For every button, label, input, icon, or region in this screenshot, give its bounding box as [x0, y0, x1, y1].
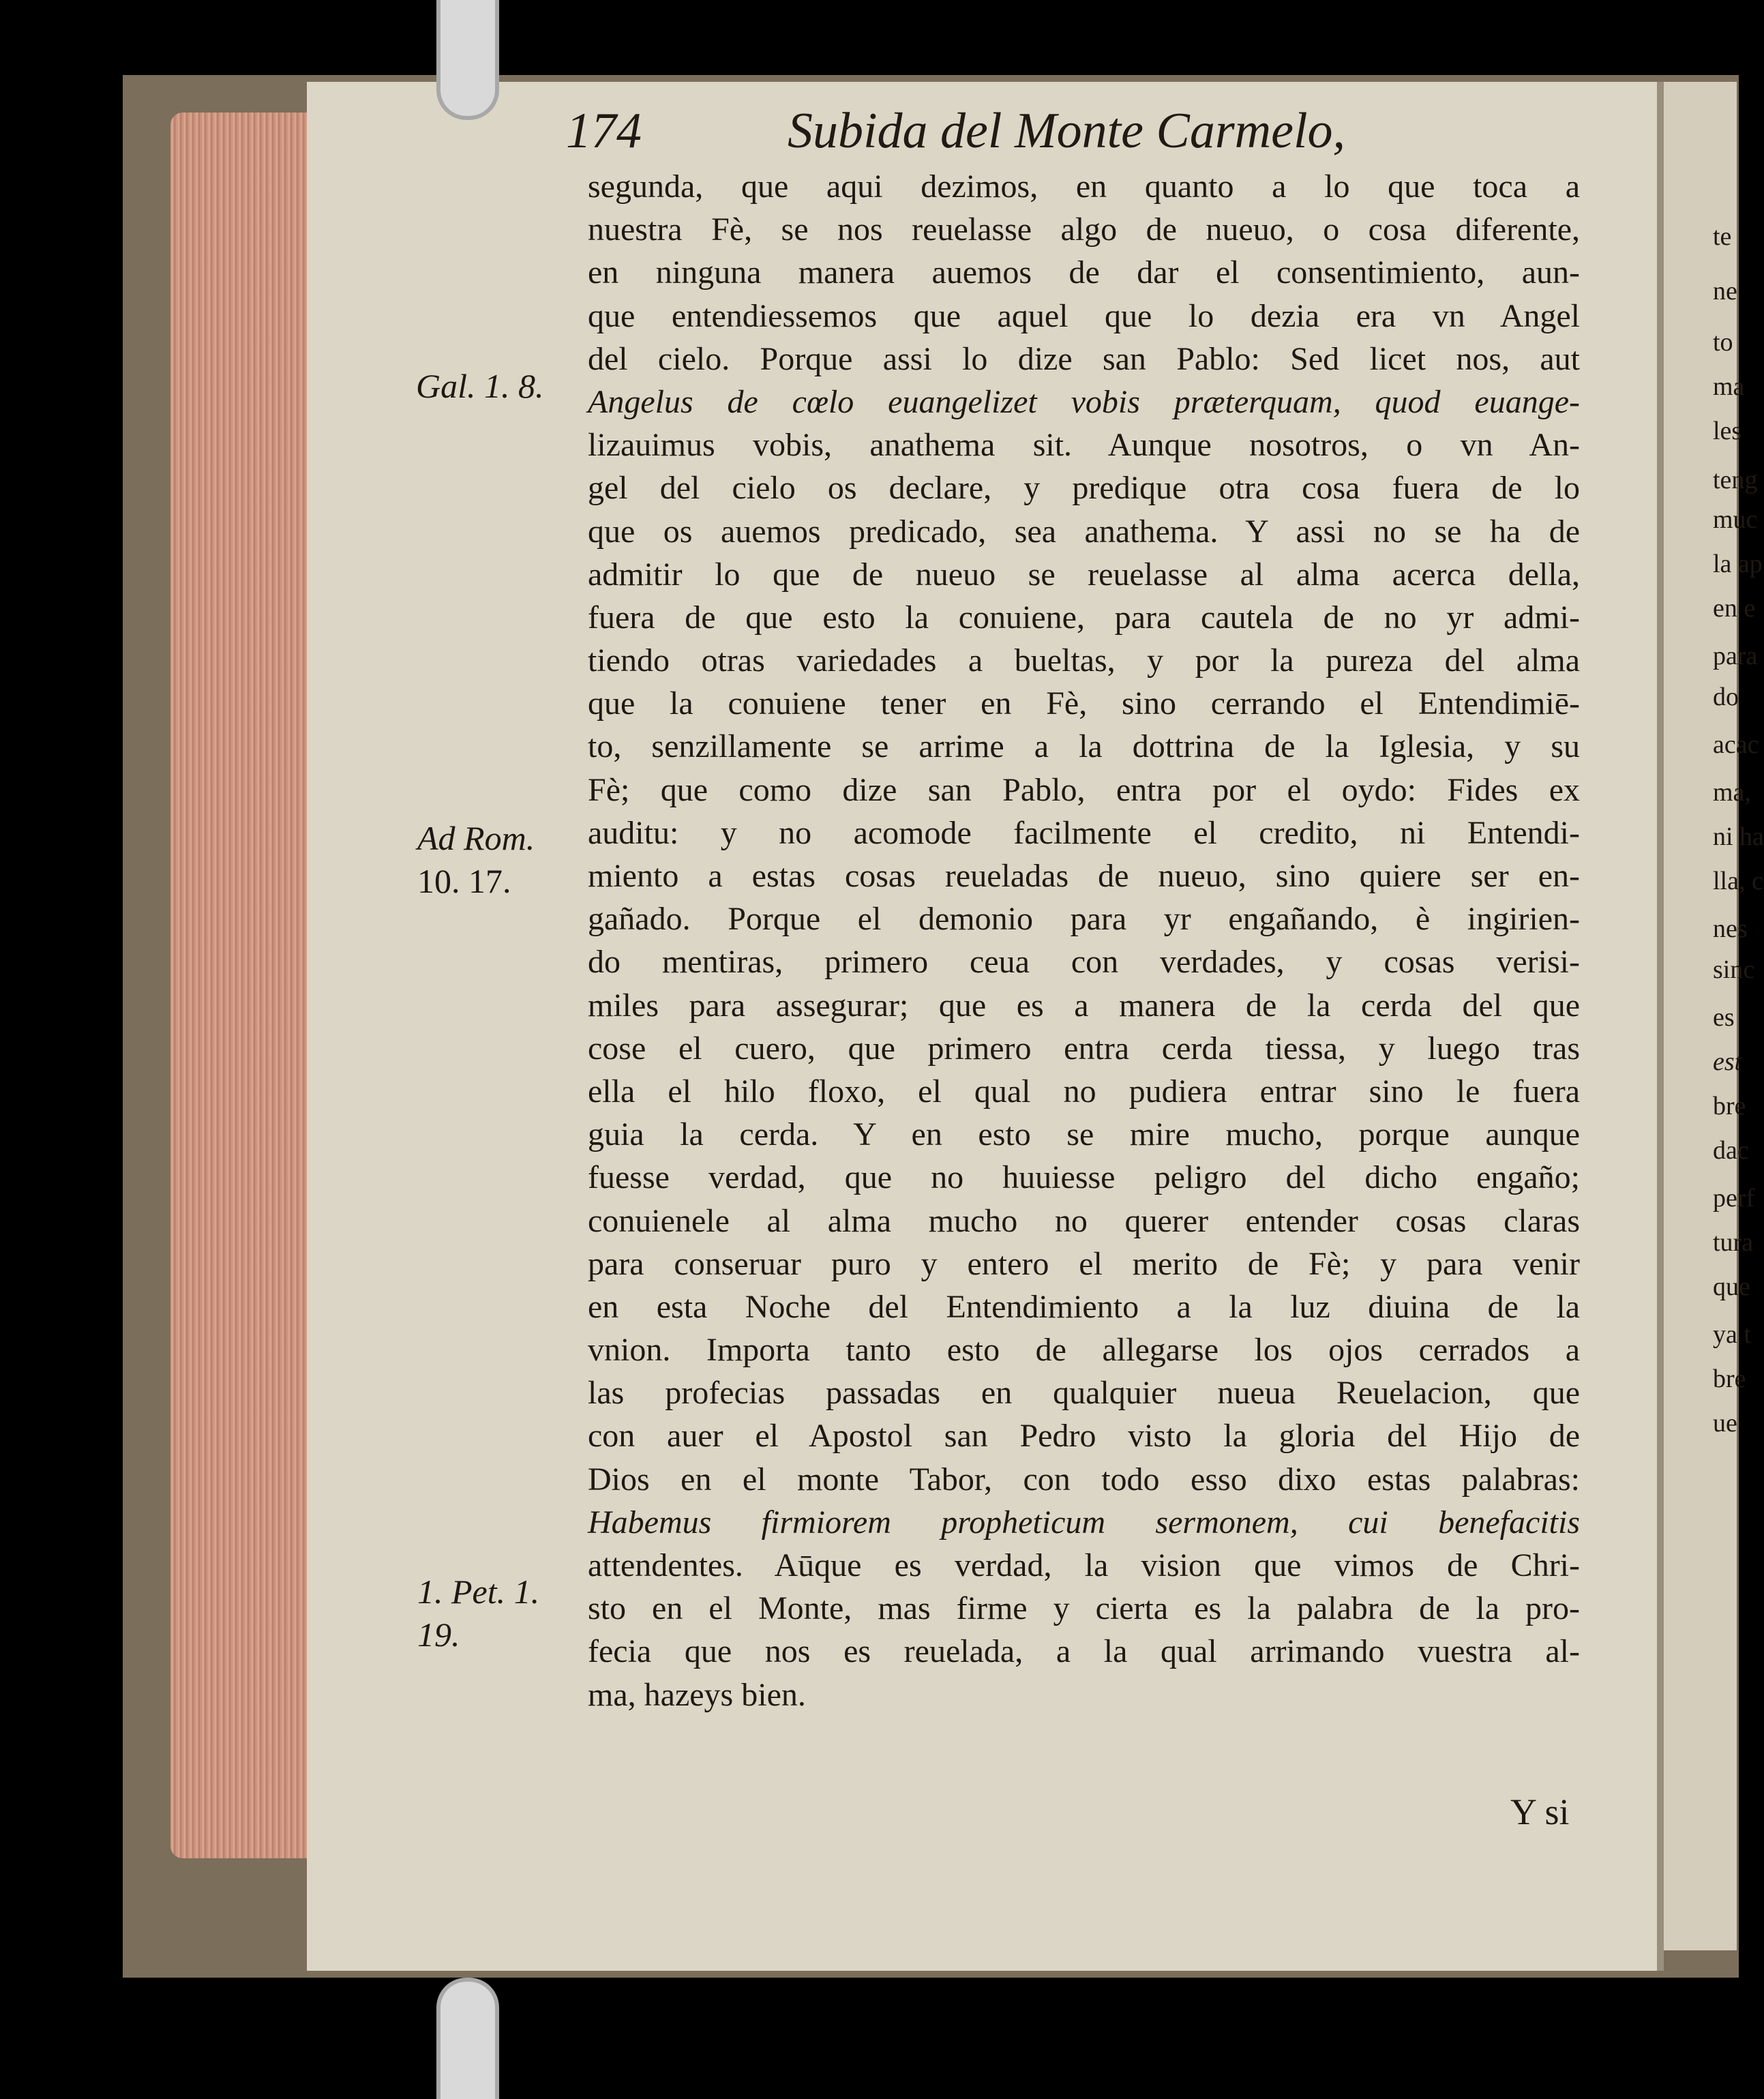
facing-page-text: bre	[1713, 1365, 1746, 1393]
book-clamp-bottom	[436, 1978, 499, 2099]
text-line: ella el hilo floxo, el qual no pudiera entrar sino le fuera	[588, 1073, 1580, 1110]
text-line: fuera de que esto la conuiene, para cautela de no yr admi-	[588, 599, 1580, 636]
facing-page-text: te	[1713, 222, 1732, 251]
text-line: segunda, que aqui dezimos, en quanto a lo que toca a	[588, 168, 1580, 205]
margin-note-gal: Gal. 1. 8.	[416, 367, 544, 405]
text-line: con auer el Apostol san Pedro visto la gloria del Hijo de	[588, 1418, 1580, 1455]
facing-page-text: est	[1713, 1047, 1742, 1076]
text-line: vnion. Importa tanto esto de allegarse los ojos cerrados a	[588, 1332, 1580, 1369]
text-line: auditu: y no acomode facilmente el credito, ni Entendi-	[588, 814, 1580, 851]
text-line: cose el cuero, que primero entra cerda tiessa, y luego tras	[588, 1030, 1580, 1067]
text-line: nuestra Fè, se nos reuelasse algo de nueuo, o cosa diferente,	[588, 211, 1580, 248]
text-line: admitir lo que de nueuo se reuelasse al alma acerca della,	[588, 556, 1580, 593]
facing-page-text: ne	[1713, 277, 1737, 306]
facing-page-text: ya t	[1713, 1320, 1751, 1349]
text-line: Habemus firmiorem propheticum sermonem, cui benefacitis	[588, 1504, 1580, 1540]
text-line: ma, hazeys bien.	[588, 1676, 806, 1713]
text-line: en esta Noche del Entendimiento a la luz diuina de la	[588, 1288, 1580, 1325]
facing-page-text: la ap	[1713, 550, 1763, 578]
text-line: que entendiessemos que aquel que lo dezia era vn Angel	[588, 297, 1580, 334]
facing-page-text: en e	[1713, 594, 1756, 623]
text-line: to, senzillamente se arrime a la dottrina de la Iglesia, y su	[588, 728, 1580, 765]
text-line: del cielo. Porque assi lo dize san Pablo: Sed licet nos, aut	[588, 340, 1580, 377]
text-line: attendentes. Aūque es verdad, la vision que vimos de Chri-	[588, 1547, 1580, 1583]
margin-note-pet: 1. Pet. 1.	[417, 1573, 540, 1611]
facing-page-text: to	[1713, 328, 1733, 357]
facing-page-text: acac	[1713, 730, 1759, 759]
facing-page-text: muc	[1713, 505, 1758, 534]
facing-page-text: do	[1713, 683, 1739, 711]
text-line: sto en el Monte, mas firme y cierta es la palabra de la pro-	[588, 1590, 1580, 1627]
text-line: gañado. Porque el demonio para yr engañando, è ingirien-	[588, 901, 1580, 938]
text-line: para conseruar puro y entero el merito de Fè; y para venir	[588, 1245, 1580, 1282]
text-line: do mentiras, primero ceua con verdades, y cosas verisi-	[588, 944, 1580, 981]
text-line: que os auemos predicado, sea anathema. Y assi no se ha de	[588, 513, 1580, 550]
page-number: 174	[566, 103, 642, 159]
facing-page-text: nes	[1713, 914, 1748, 943]
text-line: gel del cielo os declare, y predique otra cosa fuera de lo	[588, 470, 1580, 507]
text-line: en ninguna manera auemos de dar el consentimiento, aun-	[588, 254, 1580, 291]
facing-page-text: para	[1713, 642, 1758, 670]
text-line: miento a estas cosas reueladas de nueuo, sino quiere ser en-	[588, 858, 1580, 894]
facing-page-text: que	[1713, 1272, 1750, 1301]
facing-page-text: sinc	[1713, 955, 1755, 984]
page-edges	[170, 113, 314, 1858]
text-line: fuesse verdad, que no huuiesse peligro del dicho engaño;	[588, 1159, 1580, 1196]
margin-note-rom: Ad Rom.	[417, 819, 535, 857]
facing-page-text: es	[1713, 1003, 1735, 1032]
facing-page-text: tura	[1713, 1228, 1754, 1257]
facing-page-text: les	[1713, 417, 1742, 445]
text-line: guia la cerda. Y en esto se mire mucho, porque aunque	[588, 1116, 1580, 1153]
text-line: lizauimus vobis, anathema sit. Aunque nosotros, o vn An-	[588, 427, 1580, 464]
text-line: fecia que nos es reuelada, a la qual arrimando vuestra al-	[588, 1633, 1580, 1670]
facing-page-text: dac	[1713, 1136, 1749, 1165]
facing-page-text: ma,	[1713, 778, 1751, 807]
margin-note-rom-ref: 10. 17.	[417, 862, 511, 900]
facing-page-text: lla, c	[1713, 867, 1763, 895]
facing-page-text: ue	[1713, 1409, 1737, 1438]
text-line: que la conuiene tener en Fè, sino cerrando el Entendimiē-	[588, 685, 1580, 722]
facing-page-text: ma	[1713, 372, 1745, 401]
catchword: Y si	[1510, 1791, 1570, 1832]
running-title: Subida del Monte Carmelo,	[788, 103, 1346, 159]
text-line: tiendo otras variedades a bueltas, y por la pureza del alma	[588, 642, 1580, 679]
text-line: las profecias passadas en qualquier nueua Reuelacion, que	[588, 1375, 1580, 1412]
text-line: Angelus de cœlo euangelizet vobis præterquam, quod euange-	[588, 383, 1580, 420]
facing-page-text: bre	[1713, 1092, 1746, 1120]
body-text	[588, 165, 1580, 1716]
text-line: Dios en el monte Tabor, con todo esso dixo estas palabras:	[588, 1461, 1580, 1498]
facing-page-text: teng	[1713, 466, 1758, 494]
text-line: miles para assegurar; que es a manera de la cerda del que	[588, 987, 1580, 1024]
book-clamp-top	[436, 0, 499, 120]
margin-note-pet-ref: 19.	[417, 1616, 460, 1654]
facing-page-text: perf	[1713, 1184, 1755, 1212]
text-line: conuienele al alma mucho no querer entender cosas claras	[588, 1202, 1580, 1239]
text-line: Fè; que como dize san Pablo, entra por el oydo: Fides ex	[588, 771, 1580, 808]
facing-page-text: ni ha	[1713, 822, 1764, 851]
